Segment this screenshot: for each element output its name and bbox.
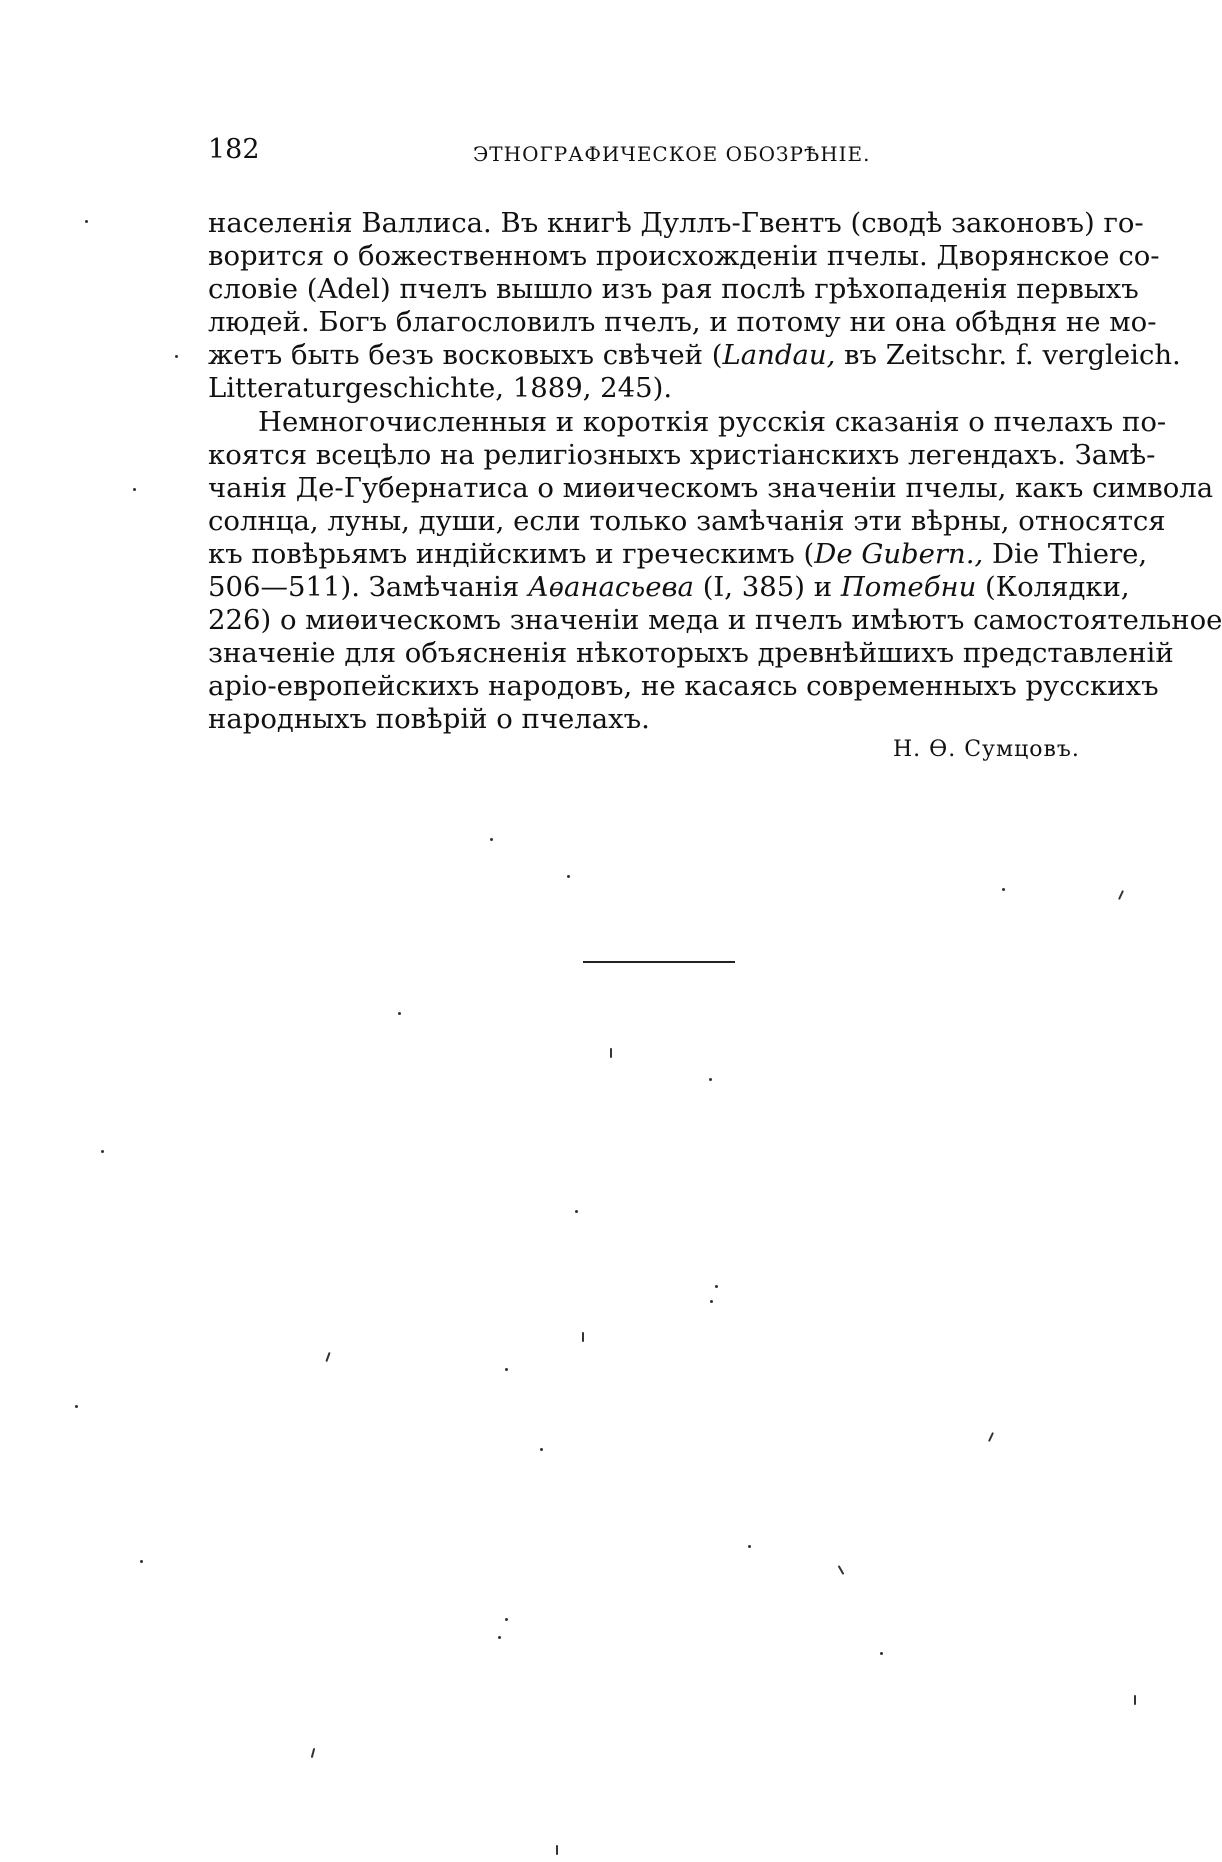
scan-speck (311, 1748, 316, 1758)
citation-author: De Gubern., (814, 537, 984, 570)
scan-speck (710, 1300, 713, 1303)
page-number: 182 (208, 134, 260, 165)
text-run: къ повѣрьямъ индійскимъ и греческимъ ( (208, 537, 815, 570)
scan-speck (1002, 888, 1005, 891)
body-text (208, 207, 1222, 737)
scan-speck (505, 1368, 508, 1371)
running-title: ЭТНОГРАФИЧЕСКОЕ ОБОЗРѢНІЕ. (473, 142, 871, 166)
scan-speck (1134, 1695, 1136, 1705)
scan-speck (133, 488, 136, 491)
text-line: значеніе для объясненія нѣкоторыхъ древнѣйшихъ представленій (208, 637, 1174, 670)
scan-speck (398, 1012, 401, 1015)
author-signature: Н. Ѳ. Сумцовъ. (893, 737, 1080, 762)
text-line (208, 537, 1148, 571)
text-line: населенія Валлиса. Въ книгѣ Дуллъ-Гвентъ (сводѣ законовъ) го- (208, 207, 1144, 239)
scan-speck (540, 1448, 543, 1451)
text-line (208, 571, 1130, 604)
scan-speck (505, 1618, 508, 1621)
scan-speck (582, 1332, 584, 1342)
scan-speck (709, 1078, 712, 1081)
text-run: (Колядки, (976, 571, 1130, 604)
scan-speck (748, 1545, 751, 1548)
scan-speck (85, 220, 88, 223)
citation-author: Потебни (840, 571, 977, 604)
text-line: чанія Де-Губернатиса о миѳическомъ значеніи пчелы, какъ символа (208, 471, 1214, 504)
scan-speck (556, 1845, 558, 1855)
text-line: словіе (Adel) пчелъ вышло изъ рая послѣ грѣхопаденія первыхъ (208, 273, 1139, 306)
text-run: въ Zeitschr. f. vergleich. (835, 339, 1181, 372)
text-line: солнца, луны, души, если только замѣчанія эти вѣрны, относятся (208, 504, 1166, 537)
scan-speck (880, 1652, 883, 1655)
text-line: народныхъ повѣрій о пчелахъ. (208, 703, 650, 736)
scan-speck (988, 1432, 994, 1442)
text-line: аріо-европейскихъ народовъ, не касаясь современныхъ русскихъ (208, 670, 1159, 703)
paragraph-1 (208, 207, 1181, 406)
scan-speck (1118, 890, 1124, 900)
text-line: Немногочисленныя и короткія русскія сказанія о пчелахъ по- (258, 405, 1167, 438)
scan-speck (610, 1048, 612, 1058)
text-line: ворится о божественномъ происхожденіи пчелы. Дворянское со- (208, 240, 1160, 273)
citation-author: Аѳанасьева (527, 571, 694, 604)
text-line (208, 339, 1181, 372)
page-header (208, 134, 1088, 174)
scan-speck (325, 1352, 330, 1362)
scan-speck (101, 1150, 104, 1153)
text-line: людей. Богъ благословилъ пчелъ, и потому ни она обѣдня не мо- (208, 306, 1157, 339)
text-run: (I, 385) и (693, 571, 841, 604)
scan-speck (567, 875, 570, 878)
paragraph-2 (208, 405, 1222, 737)
text-run: Die Thiere, (983, 537, 1148, 570)
text-line: коятся всецѣло на религіозныхъ христіанскихъ легендахъ. Замѣ- (208, 438, 1156, 471)
citation-author: Landau, (722, 339, 836, 372)
scan-speck (838, 1565, 845, 1575)
scan-speck (140, 1560, 143, 1563)
scan-speck (490, 838, 493, 841)
scan-speck (175, 355, 178, 358)
text-line: Litteraturgeschichte, 1889, 245). (208, 372, 673, 405)
scan-speck (575, 1210, 578, 1213)
text-run: 506—511). Замѣчанія (208, 571, 528, 604)
scan-speck (75, 1405, 78, 1408)
text-line: 226) о миѳическомъ значеніи меда и пчелъ имѣютъ самостоятельное (208, 604, 1222, 637)
text-run: жетъ быть безъ восковыхъ свѣчей ( (208, 339, 723, 372)
scan-speck (715, 1285, 718, 1288)
scan-speck (498, 1636, 501, 1639)
section-divider (583, 961, 735, 963)
